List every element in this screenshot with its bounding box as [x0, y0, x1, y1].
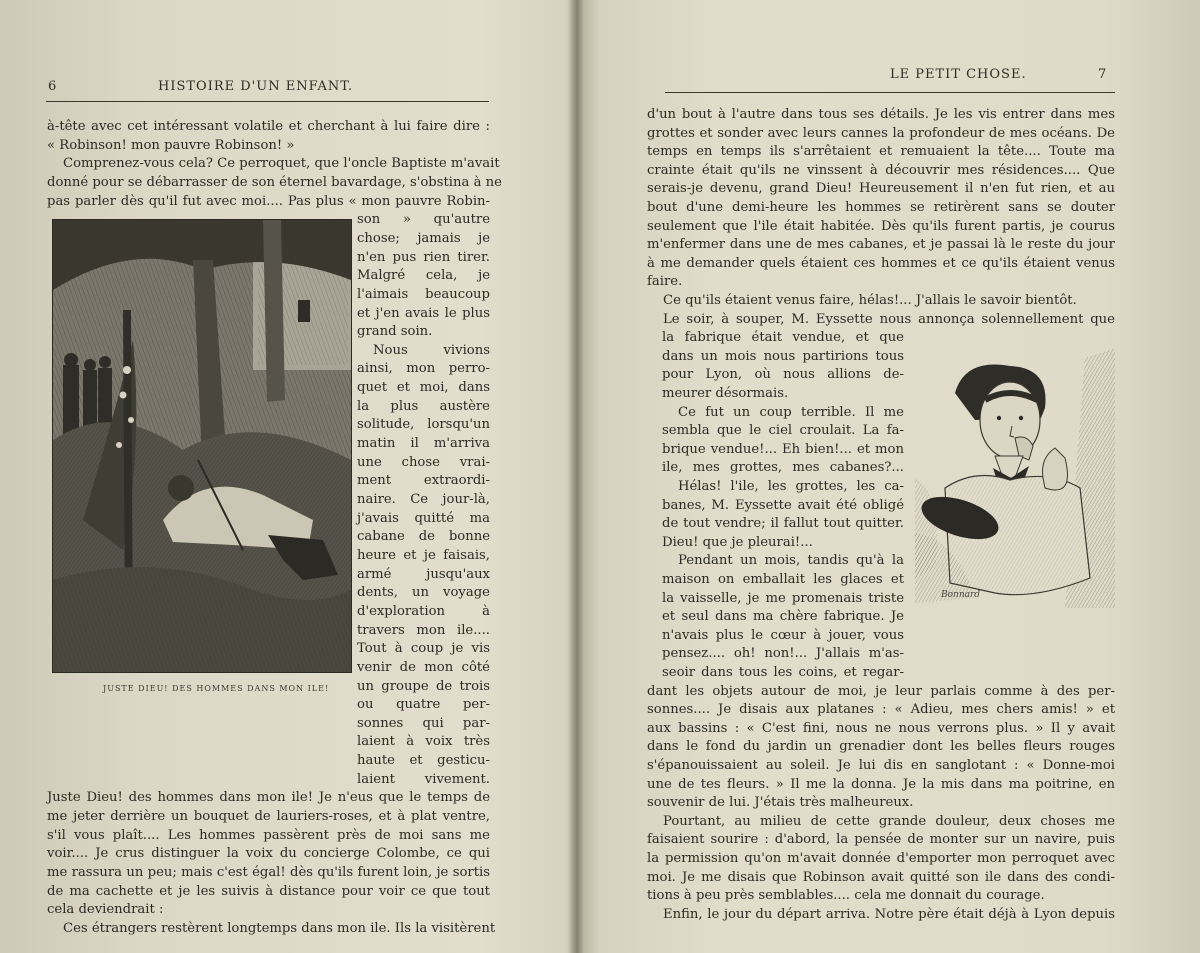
text-line: tions à peu près semblables.... cela me donnait du courage.	[647, 888, 1045, 904]
text-line: à me demander quels étaient ces hommes et ce qu'ils étaient venus	[647, 255, 1115, 271]
text-line: Pendant un mois, tandis qu'à la	[678, 553, 904, 569]
text-line: l'aimais beaucoup	[357, 286, 490, 302]
text-line: solitude, lorsqu'un	[357, 417, 490, 433]
text-line: voir.... Je crus distinguer la voix du concierge Colombe, ce qui	[47, 846, 490, 862]
text-line: meurer désormais.	[662, 386, 789, 401]
text-line: ment extraordi-	[357, 473, 490, 489]
text-line: grand soin.	[357, 324, 433, 340]
text-line: me jeter derrière un bouquet de lauriers-roses, et à plat ventre,	[47, 809, 490, 825]
text-line: quet et moi, dans	[357, 380, 490, 396]
text-line: venir de mon côté	[357, 659, 490, 675]
text-line: Ce qu'ils étaient venus faire, hélas!... J'allais le savoir bientôt.	[663, 293, 1077, 308]
text-line: maison on emballait les glaces et	[662, 572, 904, 587]
text-line: grottes et sonder avec leurs cannes la profondeur de mes océans. De	[647, 125, 1115, 141]
text-line: une chose vrai-	[357, 454, 490, 470]
text-line: pour Lyon, où nous allions de-	[662, 367, 904, 383]
text-line: dant les objets autour de moi, je leur parlais comme à des per-	[647, 683, 1115, 699]
text-line: Pourtant, au milieu de cette grande douleur, deux choses me	[663, 813, 1115, 829]
artist-signature: Bonnard	[941, 590, 981, 600]
text-line: chose; jamais je	[357, 230, 490, 246]
text-line: n'en pus rien tirer.	[357, 249, 490, 265]
engraving-illustration-left	[52, 219, 352, 673]
text-line: Dieu! que je pleurai!...	[662, 534, 813, 550]
text-line: matin il m'arriva	[357, 436, 490, 452]
text-line: dans un mois nous partirions tous	[662, 348, 904, 364]
text-line: et j'en avais le plus	[357, 305, 490, 321]
text-line: « Robinson! mon pauvre Robinson! »	[47, 137, 295, 153]
text-line: d'un bout à l'autre dans tous ses détails. Je les vis entrer dans mes	[647, 107, 1115, 122]
text-line: travers mon ile....	[357, 622, 490, 638]
text-line: ou quatre per-	[357, 697, 490, 713]
left-page	[0, 0, 580, 953]
text-line: crainte était qu'ils ne vinssent à découvrir mes résidences.... Que	[647, 162, 1115, 178]
text-line: seulement que l'ile était habitée. Dès qu'ils furent partis, je courus	[647, 218, 1115, 234]
text-line: n'avais plus le cœur à jouer, vous	[662, 627, 904, 643]
text-line: de ma cachette et je les suivis à distance pour voir ce que tout	[47, 883, 490, 899]
page-number-right: 7	[1098, 67, 1107, 82]
text-line: s'il vous plaît.... Les hommes passèrent près de moi sans me	[47, 827, 490, 843]
text-line: Tout à coup je vis	[357, 641, 490, 657]
text-line: m'enfermer dans une de mes cabanes, et je passai là le reste du jour	[647, 237, 1115, 253]
running-head-right: LE PETIT CHOSE.	[890, 67, 1027, 82]
text-line: d'exploration à	[357, 603, 490, 619]
text-line: sonnes qui par-	[357, 715, 490, 731]
text-line: seoir dans tous les coins, et regar-	[662, 665, 904, 680]
text-line: Juste Dieu! des hommes dans mon ile! Je n'eus que le temps de	[47, 790, 490, 806]
right-page	[580, 0, 1200, 953]
text-line: cabane de bonne	[357, 529, 490, 545]
text-line: laient à voix très	[357, 734, 490, 750]
text-line: temps en temps ils s'arrêtaient et remuaient la tête.... Toute ma	[647, 144, 1115, 160]
text-line: banes, M. Eyssette avait été obligé	[662, 497, 904, 513]
text-line: souvenir de lui. J'étais très malheureux.	[647, 795, 914, 811]
text-line: Enfin, le jour du départ arriva. Notre père était déjà à Lyon depuis	[663, 906, 1115, 922]
text-line: bout d'une demi-heure les hommes se retirèrent sans se douter	[647, 200, 1115, 215]
text-line: la vaisselle, je me promenais triste	[662, 590, 904, 606]
text-line: me rassura un peu; mais c'est égal! dès qu'ils furent loin, je sortis	[47, 865, 490, 880]
text-line: donné pour se débarrasser de son éternel bavardage, s'obstina à ne	[47, 174, 502, 190]
text-line: aux bassins : « C'est fini, nous ne nous verrons plus. » Il y avait	[647, 720, 1115, 736]
text-line: sembla que le ciel croulait. La fa-	[662, 423, 904, 439]
text-line: dents, un voyage	[357, 585, 490, 601]
text-line: ainsi, mon perro-	[357, 361, 490, 377]
text-line: et seul dans ma chère fabrique. Je	[662, 609, 904, 625]
text-line: dans le fond du jardin un grenadier dont les belles fleurs rouges	[647, 739, 1115, 755]
text-line: sonnes.... Je disais aux platanes : « Adieu, mes chers amis! » et	[647, 702, 1115, 718]
text-line: j'avais quitté ma	[357, 510, 490, 526]
text-line: de tout vendre; il fallut tout quitter.	[662, 516, 904, 532]
text-line: Ce fut un coup terrible. Il me	[678, 404, 904, 420]
text-line: brique vendue!... Eh bien!... et mon	[662, 441, 904, 457]
text-line: naire. Ce jour-là,	[357, 492, 490, 507]
page-number-left: 6	[48, 79, 57, 94]
engraving-illustration-right	[915, 338, 1115, 608]
text-line: faisaient sourire : d'abord, la pensée de monter sur un navire, puis	[647, 832, 1115, 848]
text-line: cela deviendrait :	[47, 902, 164, 918]
text-line: Le soir, à souper, M. Eyssette nous annonça solennellement que	[663, 311, 1115, 327]
text-line: son » qu'autre	[357, 212, 490, 228]
text-line: la plus austère	[357, 398, 490, 414]
engraving-forest-scene	[53, 220, 351, 672]
text-line: laient vivement.	[357, 771, 490, 787]
text-line: heure et je faisais,	[357, 547, 490, 563]
text-line: la permission qu'on m'avait donnée d'emporter mon perroquet avec	[647, 851, 1115, 866]
text-line: Ces étrangers restèrent longtemps dans mon ile. Ils la visitèrent	[63, 920, 496, 936]
engraving-boy-portrait	[915, 338, 1115, 608]
text-line: pas parler dès qu'il fut avec moi.... Pas plus « mon pauvre Robin-	[47, 193, 490, 209]
text-line: Malgré cela, je	[357, 268, 490, 284]
figure-caption-left: JUSTE DIEU! DES HOMMES DANS MON ILE!	[103, 684, 330, 693]
text-line: la fabrique était vendue, et que	[662, 330, 904, 346]
text-line: serais-je devenu, grand Dieu! Heureusement il n'en fut rien, et au	[647, 181, 1115, 197]
text-line: pensez.... oh! non!... J'allais m'as-	[662, 646, 904, 662]
running-head-left: HISTOIRE D'UN ENFANT.	[158, 79, 354, 94]
text-line: à-tête avec cet intéressant volatile et cherchant à lui faire dire :	[47, 119, 490, 134]
text-line: armé jusqu'aux	[357, 566, 490, 582]
text-line: moi. Je me disais que Robinson avait quitté son ile dans des condi-	[647, 869, 1115, 885]
header-rule-right	[665, 92, 1115, 93]
text-line: un groupe de trois	[357, 678, 490, 694]
text-line: Comprenez-vous cela? Ce perroquet, que l'oncle Baptiste m'avait	[63, 156, 500, 172]
text-line: une de tes fleurs. » Il me la donna. Je la mis dans ma poitrine, en	[647, 776, 1115, 792]
text-line: Hélas! l'ile, les grottes, les ca-	[678, 479, 904, 494]
text-line: ile, mes grottes, mes cabanes?...	[662, 460, 904, 476]
text-line: faire.	[647, 274, 683, 290]
text-line: s'épanouissaient au soleil. Je lui dis en sanglotant : « Donne-moi	[647, 758, 1115, 773]
text-line: Nous vivions	[373, 342, 490, 358]
text-line: haute et gesticu-	[357, 753, 490, 769]
header-rule-left	[46, 101, 489, 102]
